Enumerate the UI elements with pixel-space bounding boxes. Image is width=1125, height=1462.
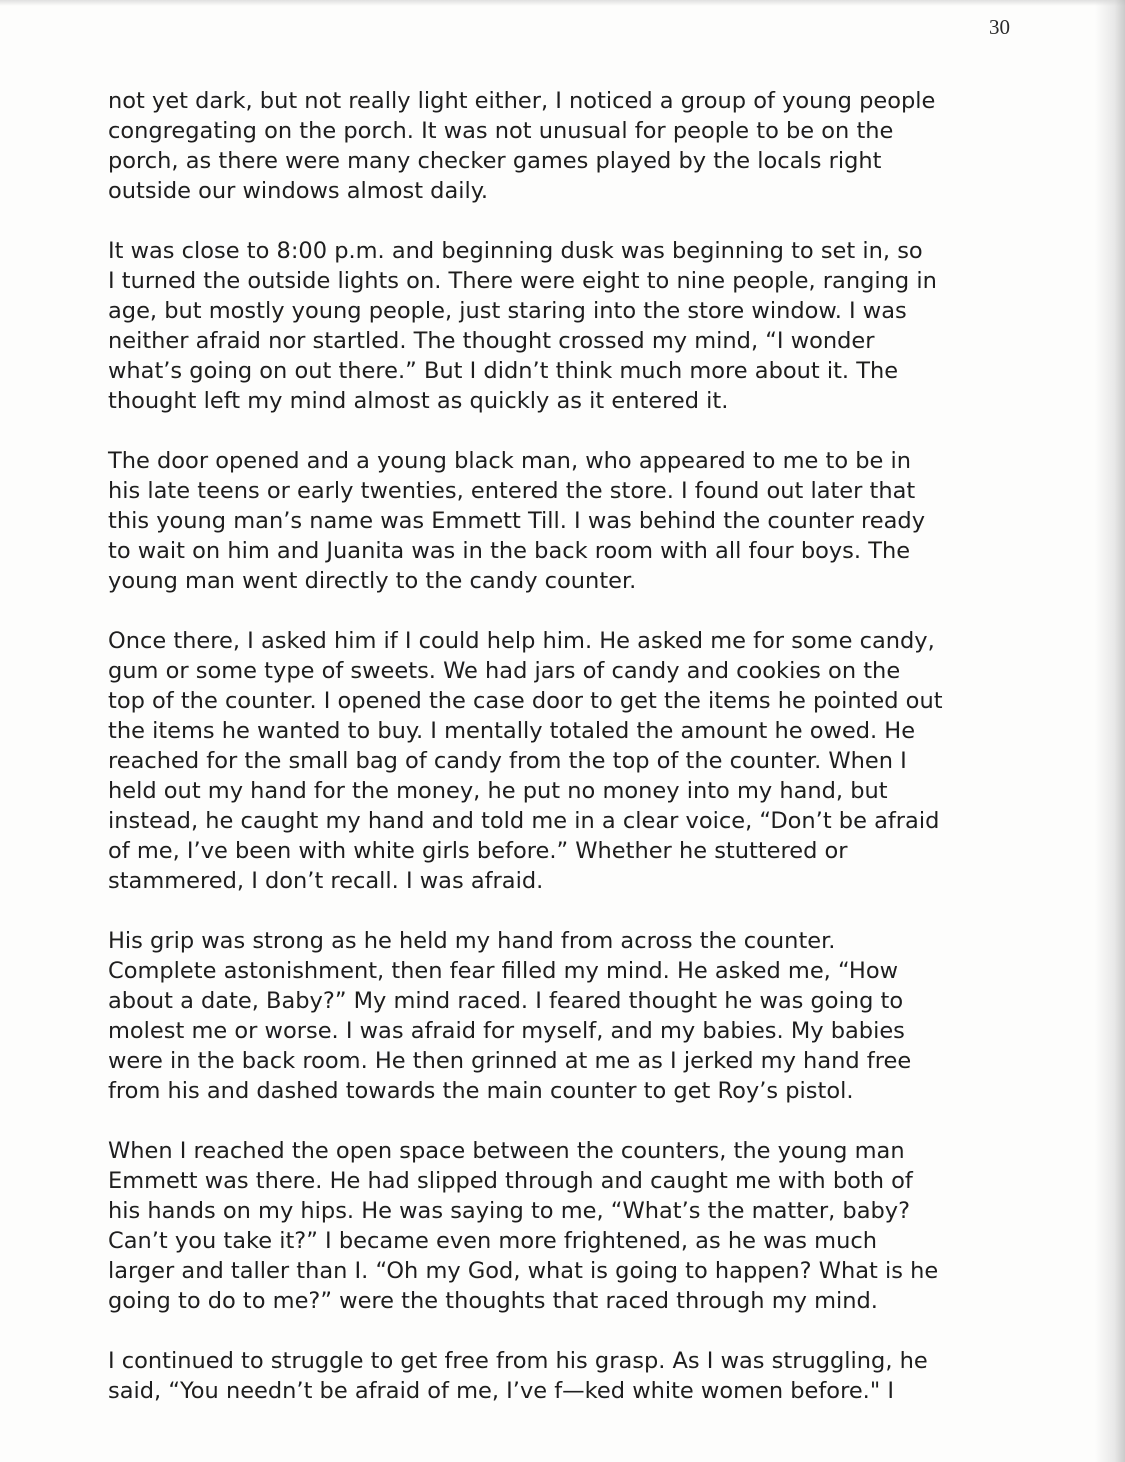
paragraph: not yet dark, but not really light either, I noticed a group of young people congregating on the porch. It was not unusual for people to be on the porch, as there were many checker games played by the locals right outside our windows almost daily. — [108, 88, 936, 204]
page-edge-shadow — [1095, 0, 1125, 1462]
paragraph: It was close to 8:00 p.m. and beginning dusk was beginning to set in, so I turned the outside lights on. There were eight to nine people, ranging in age, but mostly young people, just staring into the store window. I was neither afraid nor startled. The thought crossed my mind, “I wonder what’s going on out there.” But I didn’t think much more about it. The thought left my mind almost as quickly as it entered it. — [108, 238, 937, 414]
paragraph: I continued to struggle to get free from his grasp. As I was struggling, he said, “You needn’t be afraid of me, I’ve f—ked white women before." I — [108, 1348, 928, 1404]
page-number: 30 — [989, 15, 1010, 39]
paragraph: Once there, I asked him if I could help him. He asked me for some candy, gum or some type of sweets. We had jars of candy and cookies on the top of the counter. I opened the case door to get the items he pointed out the items he wanted to buy. I mentally totaled the amount he owed. He reached for the small bag of candy from the top of the counter. When I held out my hand for the money, he put no money into my hand, but instead, he caught my hand and told me in a clear voice, “Don’t be afraid of me, I’ve been with white girls before.” Whether he stuttered or stammered, I don’t recall. I was afraid. — [108, 628, 943, 894]
document-body — [108, 86, 1038, 1406]
paragraph: When I reached the open space between the counters, the young man Emmett was there. He had slipped through and caught me with both of his hands on my hips. He was saying to me, “What’s the matter, baby? Can’t you take it?” I became even more frightened, as he was much larger and taller than I. “Oh my God, what is going to happen? What is he going to do to me?” were the thoughts that raced through my mind. — [108, 1138, 939, 1314]
paragraph: The door opened and a young black man, who appeared to me to be in his late teens or early twenties, entered the store. I found out later that this young man’s name was Emmett Till. I was behind the counter ready to wait on him and Juanita was in the back room with all four boys. The young man went directly to the candy counter. — [108, 448, 926, 594]
paragraph: His grip was strong as he held my hand from across the counter. Complete astonishment, then fear filled my mind. He asked me, “How about a date, Baby?” My mind raced. I feared thought he was going to molest me or worse. I was afraid for myself, and my babies. My babies were in the back room. He then grinned at me as I jerked my hand free from his and dashed towards the main counter to get Roy’s pistol. — [108, 928, 912, 1104]
page-top-shadow — [0, 0, 1125, 6]
